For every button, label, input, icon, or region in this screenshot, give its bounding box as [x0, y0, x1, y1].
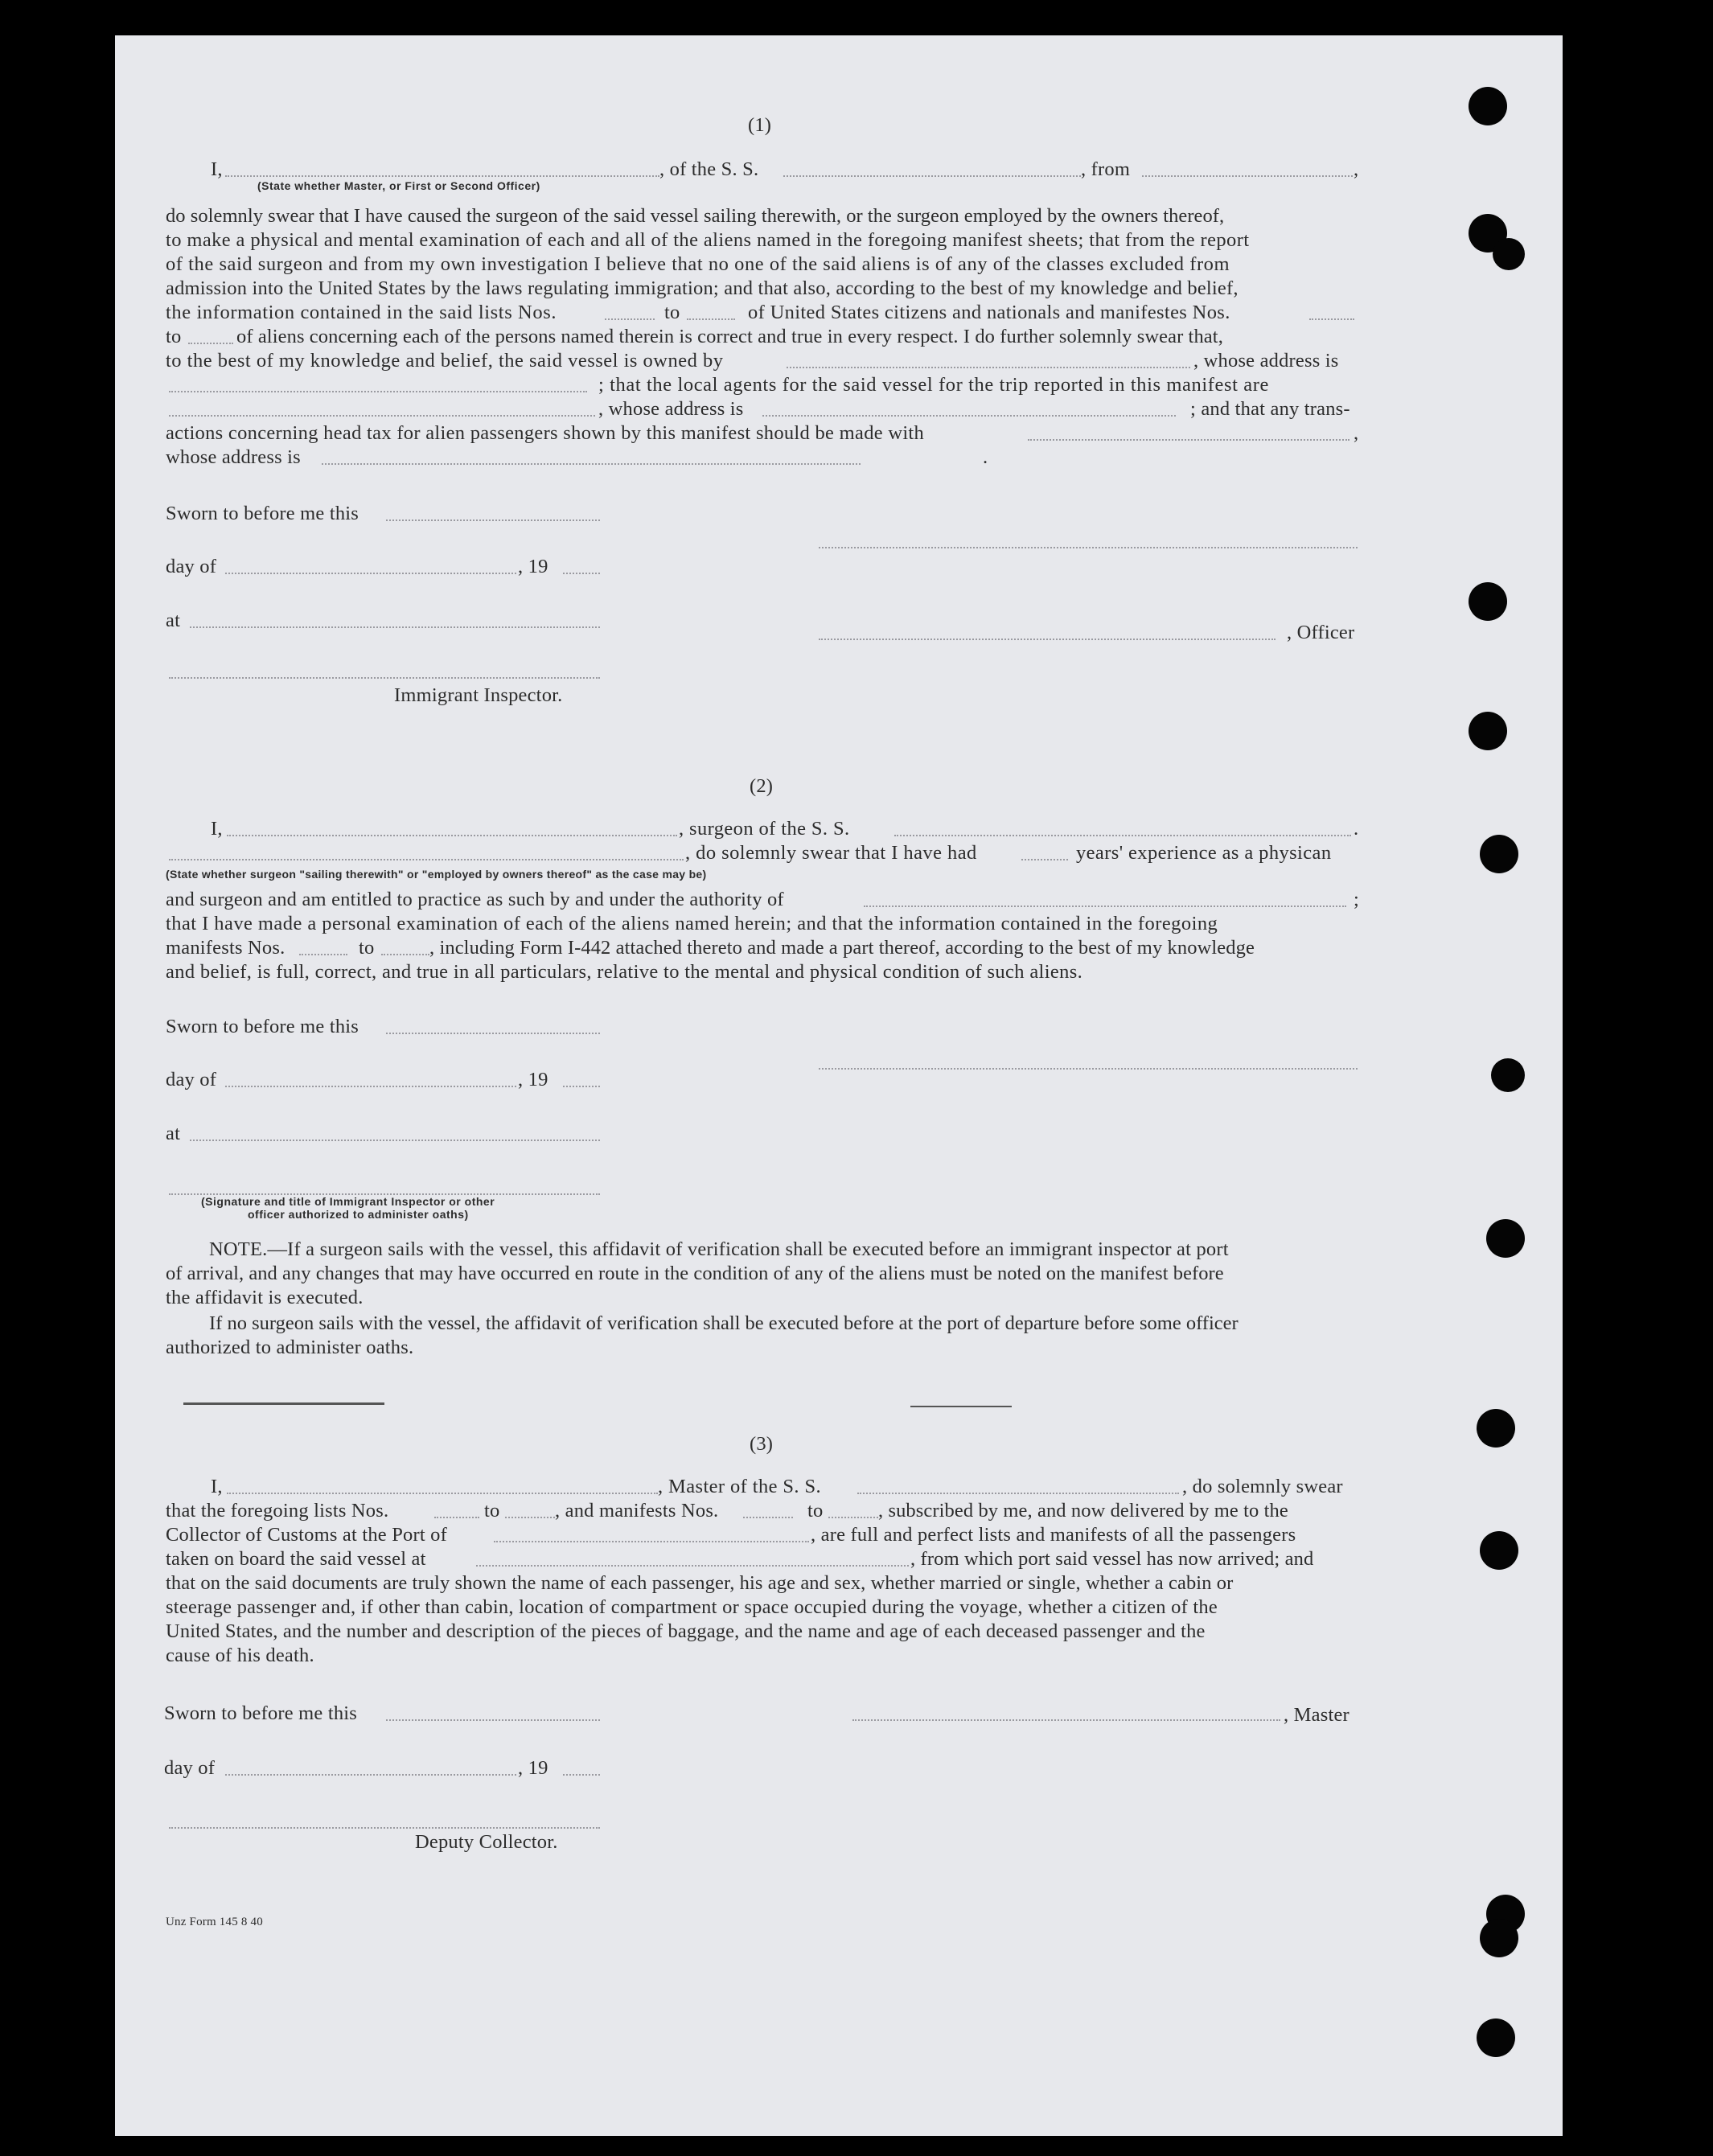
s3-manifests-from-field[interactable]	[743, 1517, 793, 1518]
s2-line0-a: I,	[211, 818, 223, 840]
s3-day-field[interactable]	[225, 1774, 516, 1776]
s2-years-field[interactable]	[1021, 859, 1068, 860]
s3-line2-b: , are full and perfect lists and manifests of all the passengers	[811, 1524, 1296, 1546]
s2-manifests-to-field[interactable]	[381, 954, 429, 955]
s1-line6-b: of aliens concerning each of the persons named therein is correct and true in every respect. I do further solemnly swear that,	[236, 326, 1223, 347]
s2-manifests-from-field[interactable]	[299, 954, 347, 955]
s1-line5-c: of United States citizens and nationals and manifestes Nos.	[748, 302, 1230, 323]
s2-ship-field[interactable]	[894, 835, 1351, 836]
s2-line1-b: years' experience as a physican	[1076, 842, 1332, 864]
form-number: Unz Form 145 8 40	[166, 1916, 263, 1928]
s2-sworn-label: Sworn to before me this	[166, 1016, 359, 1037]
s2-line4-c: , including Form I-442 attached thereto and made a part thereof, according to the best of my knowledge	[429, 937, 1255, 959]
s2-line0-c: .	[1354, 818, 1359, 840]
s3-master-signature-field[interactable]	[852, 1719, 1280, 1721]
s3-line4: that on the said documents are truly shown the name of each passenger, his age and sex, whether married or single, whether a cabin or	[166, 1572, 1234, 1594]
s3-line5: steerage passenger and, if other than cabin, location of compartment or space occupied during the voyage, whether a citizen of the	[166, 1596, 1218, 1618]
s1-line7-a: to the best of my knowledge and belief, the said vessel is owned by	[166, 350, 724, 372]
s3-name-field[interactable]	[227, 1493, 658, 1494]
s2-surgeon-note: (State whether surgeon "sailing therewith" or "employed by owners thereof" as the case may be)	[166, 868, 707, 881]
s1-lists-from-field[interactable]	[605, 318, 655, 320]
section-2-heading: (2)	[750, 775, 774, 797]
s2-note-4: If no surgeon sails with the vessel, the affidavit of verification shall be executed before at the port of departure before some officer	[209, 1312, 1239, 1334]
s1-line0-c: , from	[1081, 158, 1131, 180]
s2-note-5: authorized to administer oaths.	[166, 1337, 414, 1358]
s2-note-1: NOTE.—If a surgeon sails with the vessel, this affidavit of verification shall be executed before an immigrant inspector at port	[209, 1238, 1229, 1260]
s3-line7: cause of his death.	[166, 1645, 314, 1666]
s1-owner-address-field[interactable]	[169, 391, 587, 392]
s2-surgeon-type-field[interactable]	[169, 859, 684, 860]
s3-collector-label: Deputy Collector.	[415, 1831, 558, 1853]
section-1-heading: (1)	[748, 114, 772, 136]
s1-line0-d: ,	[1354, 158, 1359, 180]
s1-line5-a: the information contained in the said lists Nos.	[166, 302, 557, 323]
s3-lists-to-field[interactable]	[505, 1517, 555, 1518]
s1-inspector-label: Immigrant Inspector.	[394, 684, 563, 706]
s3-manifests-to-field[interactable]	[828, 1517, 878, 1518]
binder-hole	[1469, 712, 1507, 750]
binder-hole	[1486, 1219, 1525, 1258]
s1-line4: admission into the United States by the laws regulating immigration; and that also, according to the best of my knowledge and belief,	[166, 277, 1239, 299]
s2-dayof-label: day of	[166, 1069, 217, 1090]
s2-line2-b: ;	[1354, 889, 1360, 910]
s1-line9-b: ; and that any trans-	[1190, 398, 1350, 420]
s1-line9-a: , whose address is	[598, 398, 744, 420]
s3-sworn-field[interactable]	[386, 1719, 600, 1721]
s1-year-field[interactable]	[563, 573, 600, 574]
s1-officer-label: , Officer	[1287, 622, 1355, 643]
binder-hole	[1480, 1919, 1518, 1957]
s3-line3-a: taken on board the said vessel at	[166, 1548, 426, 1570]
s1-line8-a: ; that the local agents for the said vessel for the trip reported in this manifest are	[598, 374, 1269, 396]
s2-signature-field[interactable]	[819, 1068, 1358, 1070]
s3-line0-c: , do solemnly swear	[1182, 1476, 1343, 1497]
s1-line6-a: to	[166, 326, 182, 347]
s1-ship-field[interactable]	[783, 175, 1081, 177]
s3-boarded-at-field[interactable]	[476, 1565, 909, 1567]
s2-line4-b: to	[359, 937, 375, 959]
s1-line5-b: to	[664, 302, 680, 323]
s3-line1-d: to	[807, 1500, 824, 1522]
s2-at-field[interactable]	[190, 1140, 600, 1141]
s2-line3: that I have made a personal examination of each of the aliens named herein; and that the information contained in the foregoing	[166, 913, 1218, 934]
s3-line1-c: , and manifests Nos.	[555, 1500, 719, 1522]
binder-hole	[1469, 87, 1507, 125]
s3-line0-b: , Master of the S. S.	[658, 1476, 822, 1497]
s1-at-field[interactable]	[190, 626, 600, 628]
s2-at-label: at	[166, 1123, 181, 1144]
s1-headtax-address-field[interactable]	[322, 463, 861, 465]
s2-line5: and belief, is full, correct, and true in all particulars, relative to the mental and physical condition of such aliens.	[166, 961, 1083, 983]
binder-hole	[1480, 835, 1518, 873]
s3-master-label: , Master	[1284, 1704, 1349, 1726]
s1-inspector-signature-field[interactable]	[169, 677, 600, 679]
s1-dayof-label: day of	[166, 556, 217, 577]
binder-hole	[1480, 1531, 1518, 1570]
s2-sig-caption-2: officer authorized to administer oaths)	[248, 1208, 469, 1221]
binder-hole	[1493, 238, 1525, 270]
s3-line1-a: that the foregoing lists Nos.	[166, 1500, 389, 1522]
s3-dayof-label: day of	[164, 1757, 216, 1779]
s3-line1-e: , subscribed by me, and now delivered by me to the	[878, 1500, 1288, 1522]
s3-lists-from-field[interactable]	[434, 1517, 479, 1518]
s1-sworn-label: Sworn to before me this	[166, 503, 359, 524]
s2-name-field[interactable]	[227, 835, 677, 836]
s3-line2-a: Collector of Customs at the Port of	[166, 1524, 447, 1546]
s1-sworn-field[interactable]	[386, 519, 600, 521]
s2-note-2: of arrival, and any changes that may have occurred en route in the condition of any of the aliens must be noted on the manifest before	[166, 1263, 1224, 1284]
s1-day-field[interactable]	[225, 573, 516, 574]
s2-authority-field[interactable]	[864, 906, 1346, 907]
s3-year-field[interactable]	[563, 1774, 600, 1776]
s1-line2: to make a physical and mental examination of each and all of the aliens named in the foregoing manifest sheets; that from the report	[166, 229, 1250, 251]
s1-line0-b: , of the S. S.	[659, 158, 759, 180]
section-divider-right	[910, 1406, 1012, 1407]
s3-ship-field[interactable]	[857, 1493, 1179, 1494]
s1-agents-address-field[interactable]	[762, 415, 1176, 417]
s3-line3-b: , from which port said vessel has now arrived; and	[910, 1548, 1314, 1570]
s2-year-field[interactable]	[563, 1086, 600, 1087]
s1-line7-b: , whose address is	[1193, 350, 1339, 372]
section-divider-left	[183, 1402, 384, 1405]
section-3-heading: (3)	[750, 1433, 774, 1455]
s1-agents-field[interactable]	[169, 415, 595, 417]
s3-line6: United States, and the number and description of the pieces of baggage, and the name and age of each deceased passenger and the	[166, 1620, 1206, 1642]
s2-line1-a: , do solemnly swear that I have had	[685, 842, 977, 864]
s2-year-label: , 19	[518, 1069, 548, 1090]
s2-line2-a: and surgeon and am entitled to practice as such by and under the authority of	[166, 889, 784, 910]
s3-line0-a: I,	[211, 1476, 223, 1497]
s1-manifests-to-field[interactable]	[188, 343, 233, 344]
s1-lists-to-field[interactable]	[687, 318, 735, 320]
s2-sworn-field[interactable]	[386, 1033, 600, 1034]
s2-line4-a: manifests Nos.	[166, 937, 286, 959]
binder-hole	[1477, 1409, 1515, 1448]
s3-sworn-label: Sworn to before me this	[164, 1702, 358, 1724]
s1-line11-a: whose address is	[166, 446, 301, 468]
s1-line1: do solemnly swear that I have caused the surgeon of the said vessel sailing therewith, or the surgeon employed by the owners thereof,	[166, 205, 1225, 227]
s1-officer-title-field[interactable]	[819, 639, 1276, 640]
s1-line0-a: I,	[211, 158, 223, 180]
s1-line11-b: .	[983, 446, 988, 468]
binder-hole	[1469, 582, 1507, 621]
s3-collector-signature-field[interactable]	[169, 1827, 600, 1829]
s1-manifests-from-field[interactable]	[1309, 318, 1354, 320]
s2-note-3: the affidavit is executed.	[166, 1287, 364, 1308]
s2-line0-b: , surgeon of the S. S.	[679, 818, 850, 840]
s1-at-label: at	[166, 610, 181, 631]
s2-day-field[interactable]	[225, 1086, 516, 1087]
s1-officer-note: (State whether Master, or First or Second Officer)	[257, 179, 540, 192]
s3-port-field[interactable]	[494, 1541, 809, 1542]
binder-hole	[1491, 1058, 1525, 1092]
s1-owner-field[interactable]	[787, 367, 1190, 368]
s1-from-field[interactable]	[1142, 175, 1353, 177]
s3-line1-b: to	[484, 1500, 500, 1522]
s1-line10-a: actions concerning head tax for alien passengers shown by this manifest should be made with	[166, 422, 925, 444]
binder-hole	[1477, 2018, 1515, 2057]
s2-sig-caption-1: (Signature and title of Immigrant Inspector or other	[201, 1195, 495, 1208]
s1-headtax-field[interactable]	[1028, 439, 1349, 441]
s3-year-label: , 19	[518, 1757, 548, 1779]
s1-signature-field[interactable]	[819, 547, 1358, 548]
s1-year-label: , 19	[518, 556, 548, 577]
s1-line10-b: ,	[1354, 422, 1359, 444]
s1-line3: of the said surgeon and from my own investigation I believe that no one of the said aliens is of any of the classes excluded from	[166, 253, 1230, 275]
